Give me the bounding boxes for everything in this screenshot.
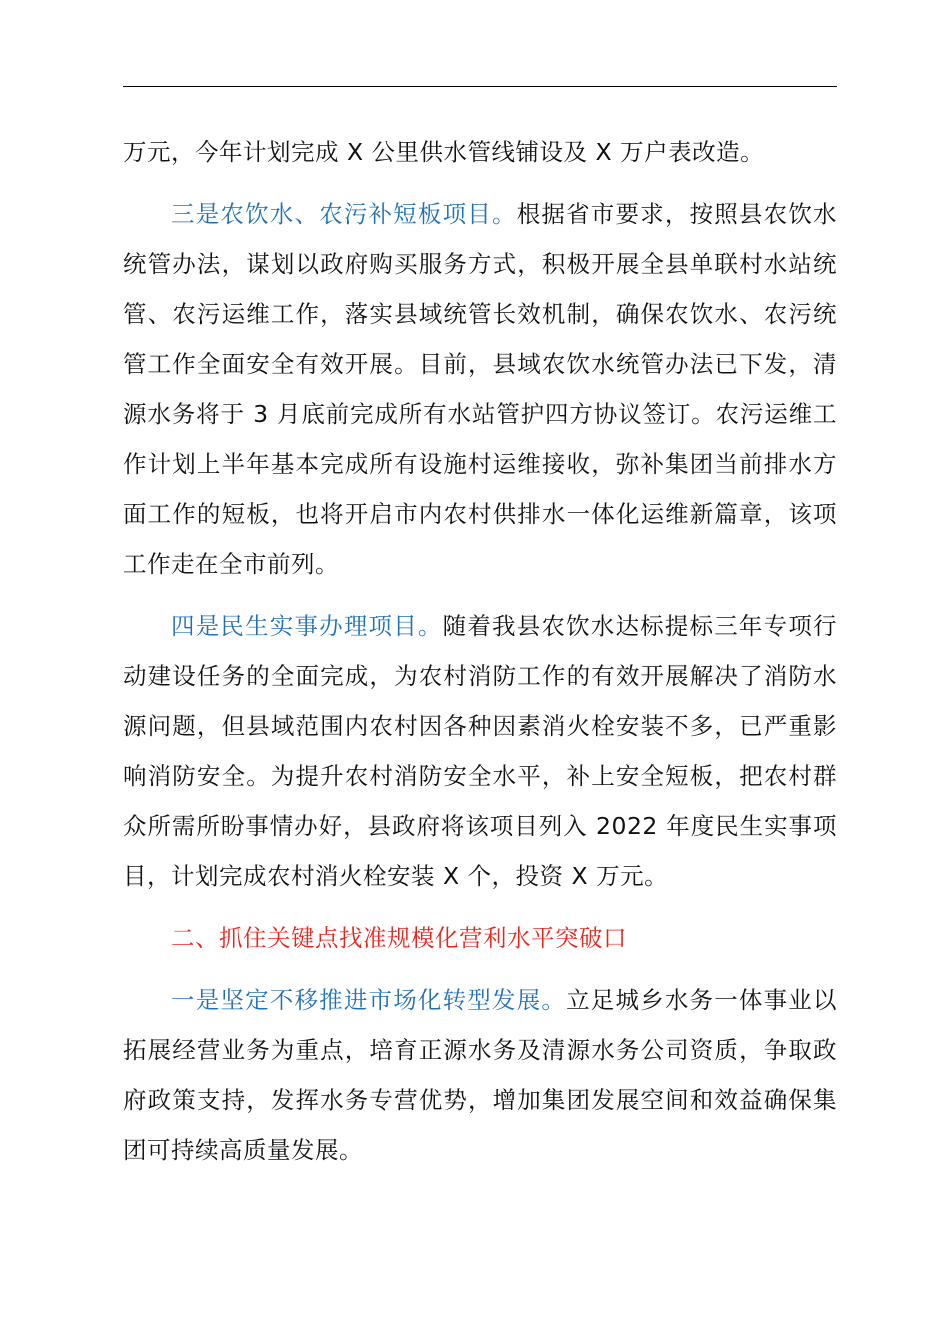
section-heading-text: 二、抓住关键点找准规模化营利水平突破口 xyxy=(171,924,627,952)
paragraph-lead: 四是民生实事办理项目。 xyxy=(171,612,443,640)
document-body xyxy=(123,127,837,1175)
paragraph-gap xyxy=(123,589,837,601)
paragraph-gap xyxy=(123,901,837,913)
paragraph-text: 万元，今年计划完成 X 公里供水管线铺设及 X 万户表改造。 xyxy=(123,138,765,166)
paragraph-item-three xyxy=(123,189,837,589)
paragraph-item-four xyxy=(123,601,837,901)
paragraph-continuation xyxy=(123,127,837,177)
paragraph-item-one xyxy=(123,975,837,1175)
section-heading xyxy=(123,913,837,963)
paragraph-text: 立足城乡水务一体事业以拓展经营业务为重点，培育正源水务及清源水务公司资质，争取政府政策支持，发挥水务专营优势，增加集团发展空间和效益确保集团可持续高质量发展。 xyxy=(123,986,838,1164)
paragraph-text: 根据省市要求，按照县农饮水统管办法，谋划以政府购买服务方式，积极开展全县单联村水站统管、农污运维工作，落实县域统管长效机制，确保农饮水、农污统管工作全面安全有效开展。目前，县域农饮水统管办法已下发，清源水务将于 3 月底前完成所有水站管护四方协议签订。农污运维工作计划上半年基本完成所有设施村运维接收，弥补集团当前排水方面工作的短板，也将开启市内农村供排水一体化运维新篇章，该项工作走在全市前列。 xyxy=(123,200,838,578)
paragraph-text: 随着我县农饮水达标提标三年专项行动建设任务的全面完成，为农村消防工作的有效开展解决了消防水源问题，但县域范围内农村因各种因素消火栓安装不多，已严重影响消防安全。为提升农村消防安全水平，补上安全短板，把农村群众所需所盼事情办好，县政府将该项目列入 2022 年度民生实事项目，计划完成农村消火栓安装 X 个，投资 X 万元。 xyxy=(123,612,838,890)
paragraph-gap xyxy=(123,963,837,975)
paragraph-lead: 三是农饮水、农污补短板项目。 xyxy=(171,200,517,228)
header-rule xyxy=(123,86,837,87)
paragraph-gap xyxy=(123,177,837,189)
paragraph-lead: 一是坚定不移推进市场化转型发展。 xyxy=(171,986,567,1014)
